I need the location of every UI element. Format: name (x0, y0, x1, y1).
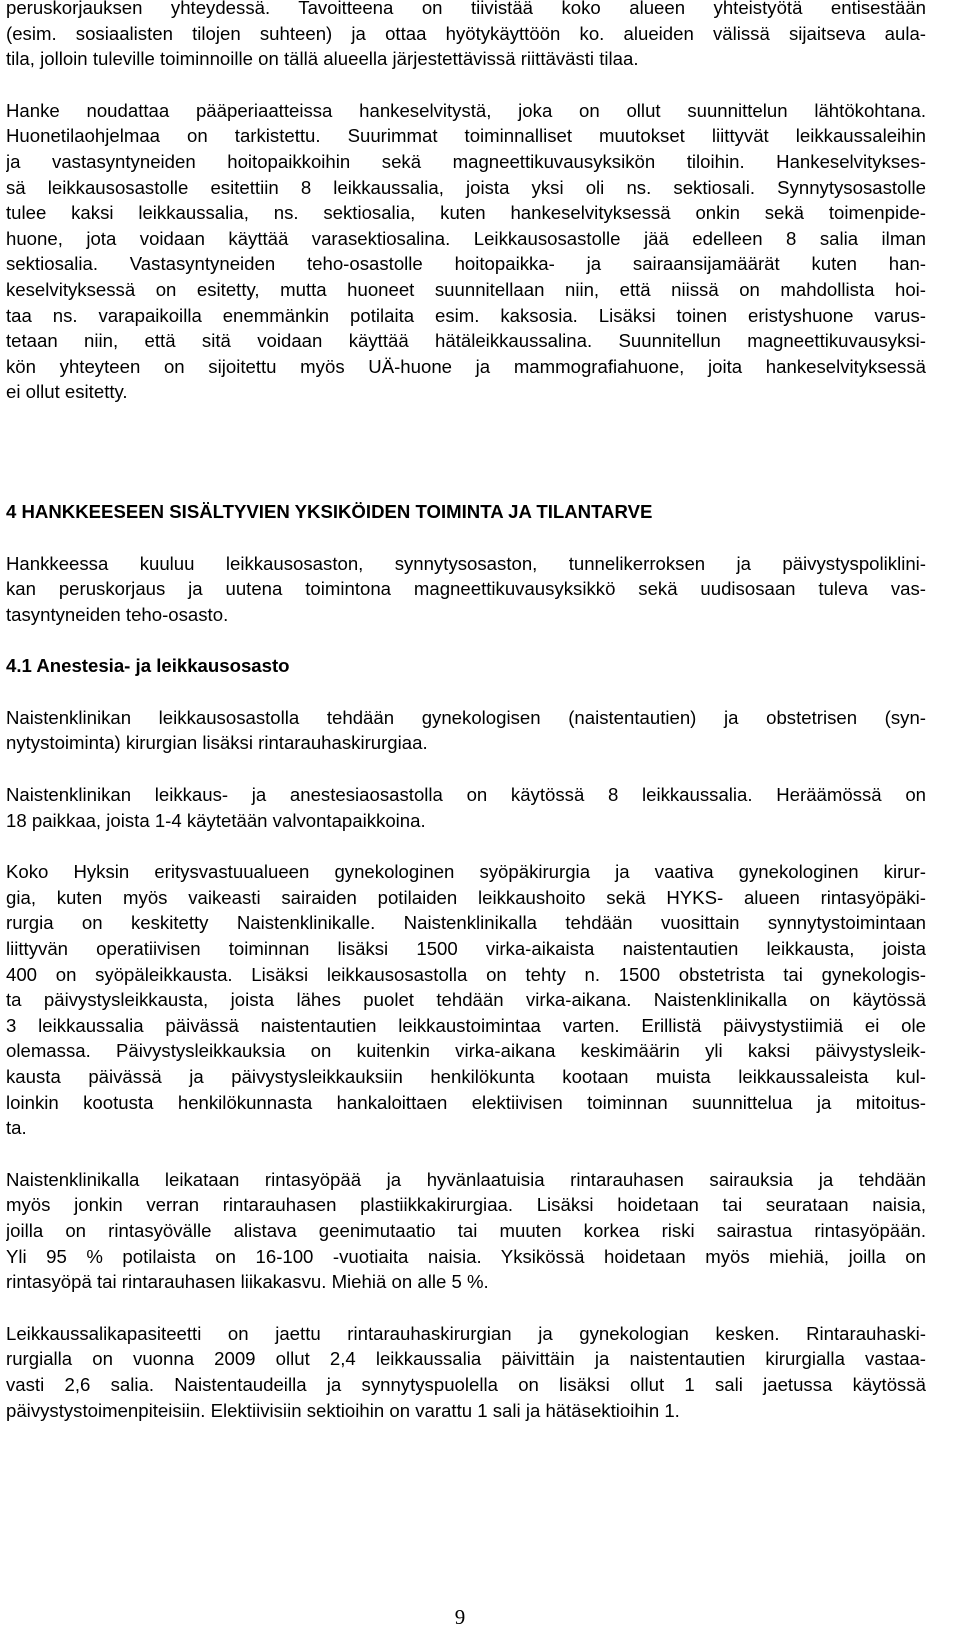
text-line: sektiosalia. Vastasyntyneiden teho-osastolle hoitopaikka- ja sairaansijamäärät kuten han- (6, 253, 926, 275)
text-line: kan peruskorjaus ja uutena toimintona magneettikuvausyksikkö sekä uudisosaan tuleva vas- (6, 578, 926, 600)
text-line: Naistenklinikalla leikataan rintasyöpää ja hyvänlaatuisia rintarauhasen sairauksia ja tehdään (6, 1168, 926, 1190)
text-line: Hankkeessa kuuluu leikkausosaston, synnytysosaston, tunnelikerroksen ja päivystyspoliklini- (6, 552, 926, 574)
section-intro-paragraph (6, 551, 926, 628)
text-line: taa ns. varapaikoilla enemmänkin potilaita esim. kaksosia. Lisäksi toinen eristyshuone varus- (6, 304, 926, 326)
paragraph-3 (6, 859, 926, 1141)
text-line: kön yhteyteen on sijoitettu myös UÄ-huone ja mammografiahuone, joita hankeselvityksessä (6, 355, 926, 377)
text-line: ta. (6, 1117, 27, 1139)
text-line: ja vastasyntyneiden hoitopaikkoihin sekä magneettikuvausyksikön tiloihin. Hankeselvitykses- (6, 150, 926, 172)
text-line: kausta päivässä ja päivystysleikkauksiin henkilökunta kootaan muista leikkaussaleista kul- (6, 1066, 926, 1087)
text-line: 400 on syöpäleikkausta. Lisäksi leikkausosastolla on tehty n. 1500 obstetrista tai gynekologis- (6, 963, 926, 985)
text-line: ei ollut esitetty. (6, 381, 128, 403)
text-line: 18 paikkaa, joista 1-4 käytetään valvontapaikkoina. (6, 809, 426, 831)
text-line: rintasyöpä tai rintarauhasen liikakasvu. Miehiä on alle 5 %. (6, 1271, 489, 1293)
text-line: (esim. sosiaalisten tilojen suhteen) ja ottaa hyötykäyttöön ko. alueiden välissä sijaitseva aula- (6, 22, 926, 44)
paragraph-1 (6, 705, 926, 756)
text-line: Koko Hyksin eritysvastuualueen gynekologinen syöpäkirurgia ja vaativa gynekologinen kirur- (6, 861, 926, 883)
paragraph-4 (6, 1167, 926, 1295)
text-line: Naistenklinikan leikkaus- ja anestesiaosastolla on käytössä 8 leikkaussalia. Heräämössä on (6, 784, 926, 806)
text-line: gia, kuten myös vaikeasti sairaiden potilaiden leikkaushoito sekä HYKS- alueen rintasyöpäki- (6, 886, 926, 908)
section-heading: 4 HANKKEESEEN SISÄLTYVIEN YKSIKÖIDEN TOIMINTA JA TILANTARVE (6, 500, 653, 522)
text-line: rurgia on keskitetty Naistenklinikalle. Naistenklinikalla tehdään vuosittain synnytystoimintaan (6, 912, 926, 934)
page-content (6, 0, 926, 1423)
paragraph-5 (6, 1321, 926, 1423)
paragraph-2 (6, 782, 926, 833)
text-line: vasti 2,6 salia. Naistentaudeilla ja synnytyspuolella on lisäksi ollut 1 sali jaetussa käytössä (6, 1373, 926, 1395)
text-line: myös jonkin verran rintarauhasen plastiikkakirurgiaa. Lisäksi hoidetaan tai seurataan naisia, (6, 1194, 926, 1216)
text-line: tetaan niin, että sitä voidaan käyttää hätäleikkaussalina. Suunnitellun magneettikuvausyksi- (6, 330, 926, 352)
text-line: päivystystoimenpiteisiin. Elektiivisiin sektioihin on varattu 1 sali ja hätäsektioihin 1. (6, 1399, 680, 1421)
text-line: sä leikkausosastolle esitettiin 8 leikkaussalia, joista yksi oli ns. sektiosali. Synnytysosastolle (6, 176, 926, 198)
text-line: Huonetilaohjelmaa on tarkistettu. Suurimmat toiminnalliset muutokset liittyvät leikkaussaleihin (6, 125, 926, 147)
text-line: tila, jolloin tuleville toiminnoille on tällä alueella järjestettävissä riittävästi tilaa. (6, 48, 639, 70)
text-line: huone, jota voidaan käyttää varasektiosalina. Leikkausosastolle jää edelleen 8 salia ilman (6, 227, 926, 249)
text-line: Hanke noudattaa pääperiaatteissa hankeselvitystä, joka on ollut suunnittelun lähtökohtana. (6, 99, 926, 121)
text-line: Yli 95 % potilaista on 16-100 -vuotiaita naisia. Yksikössä hoidetaan myös miehiä, joilla on (6, 1245, 926, 1267)
text-line: 3 leikkaussalia päivässä naistentautien leikkaustoimintaa varten. Erillistä päivystystiimiä ei ole (6, 1014, 926, 1036)
text-line: Naistenklinikan leikkausosastolla tehdään gynekologisen (naistentautien) ja obstetrisen (syn- (6, 706, 926, 728)
text-line: tasyntyneiden teho-osasto. (6, 603, 229, 625)
text-line: peruskorjauksen yhteydessä. Tavoitteena on tiivistää koko alueen yhteistyötä entisestään (6, 0, 926, 18)
text-line: nytystoiminta) kirurgian lisäksi rintarauhaskirurgiaa. (6, 732, 428, 754)
intro-paragraph (6, 0, 926, 72)
text-line: Leikkaussalikapasiteetti on jaettu rintarauhaskirurgian ja gynekologian kesken. Rintarauhaski- (6, 1322, 926, 1344)
text-line: loinkin kootusta henkilökunnasta hankaloittaen elektiivisen toiminnan suunnittelua ja mitoitus- (6, 1091, 926, 1113)
subsection-heading: 4.1 Anestesia- ja leikkausosasto (6, 655, 290, 677)
text-line: tulee kaksi leikkaussalia, ns. sektiosalia, kuten hankeselvityksessä onkin sekä toimenpide- (6, 202, 926, 224)
page-number: 9 (454, 1605, 466, 1629)
text-line: liittyvän operatiivisen toiminnan lisäksi 1500 virka-aikaista naistentautien leikkausta, joista (6, 938, 926, 960)
text-line: rurgialla on vuonna 2009 ollut 2,4 leikkaussalia päivittäin ja naistentautien kirurgialla vastaa- (6, 1348, 926, 1370)
text-line: ta päivystysleikkausta, joista lähes puolet tehdään virka-aikana. Naistenklinikalla on käytössä (6, 989, 926, 1011)
text-line: keselvityksessä on esitetty, mutta huoneet suunnitellaan niin, että niissä on mahdollista hoi- (6, 278, 926, 300)
text-line: joilla on rintasyövälle alistava geenimutaatio tai muuten korkea riski sairastua rintasyöpään. (6, 1219, 926, 1241)
design-paragraph (6, 98, 926, 405)
text-line: olemassa. Päivystysleikkauksia on kuitenkin virka-aikana keskimäärin yli kaksi päivystysleik- (6, 1040, 926, 1062)
